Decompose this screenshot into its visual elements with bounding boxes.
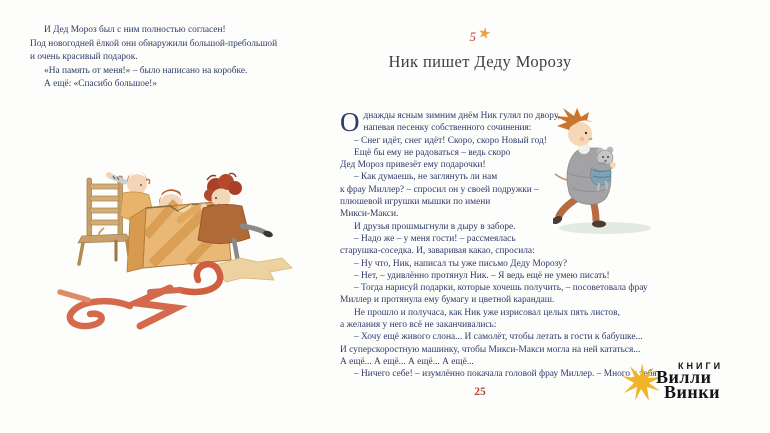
text-line: И Дед Мороз был с ним полностью согласен! [44, 25, 226, 35]
publisher-logo [622, 359, 760, 421]
text-line: к фрау Миллер? – спросил он у своей подружки – [340, 184, 539, 195]
text-line: днажды ясным зимним днём Ник гулял по двору, [363, 111, 560, 121]
drop-cap: О [340, 107, 360, 137]
text-line: напевая песенку собственного сочинения: [363, 123, 532, 134]
text-line: – Ну что, Ник, написал ты уже письмо Деду Морозу? [354, 258, 568, 269]
text-line: Ещё бы ему не радоваться – ведь скоро [354, 147, 511, 158]
kids-opening-box-illustration [30, 140, 330, 350]
logo-name-line1: Вилли [656, 367, 712, 387]
text-line: А ещё... А ещё... А ещё... А ещё... [340, 356, 474, 367]
text-line: А ещё: «Спасибо большое!» [44, 79, 157, 90]
text-line: – Снег идёт, снег идёт! Скоро, скоро Новый год! [354, 135, 547, 146]
text-line: и очень красивый подарок. [30, 52, 138, 63]
text-line: «На память от меня!» – было написано на коробке. [44, 65, 248, 76]
text-line: Дед Мороз привезёт ему подарочки! [340, 160, 486, 171]
chapter-title: Ник пишет Деду Морозу [388, 52, 572, 71]
text-line: – Ничего себе! – изумлённо покачала головой фрау Миллер. – Много у тебя [354, 369, 657, 380]
text-line: Миллер и протянула ему бумагу и цветной карандаш. [340, 295, 555, 306]
left-page-paragraph [30, 24, 322, 92]
chapter-number-text: 5 [469, 29, 477, 44]
text-line: – Тогда нарисуй подарки, которые хочешь получить, – посоветовала фрау [354, 283, 648, 294]
text-line: Под новогодней ёлкой они обнаружили большой-пребольшой [30, 38, 278, 49]
opening-paragraph [340, 107, 660, 137]
text-line: – Хочу ещё живого слона... И самолёт, чтобы летать в гости к бабушке... [354, 332, 643, 343]
text-line: Не прошло и получаса, как Ник уже изрисовал целых пять листов, [354, 307, 620, 318]
text-line: – Как думаешь, не заглянуть ли нам [354, 172, 498, 183]
logo-name [656, 369, 720, 401]
text-line: плюшевой игрушки мышки по имени [340, 197, 491, 208]
text-line: И друзья прошмыгнули в дыру в заборе. [354, 221, 516, 232]
text-line: И суперскоростную машинку, чтобы Микси-Макси могла на ней кататься... [340, 344, 641, 355]
page-number: 25 [474, 386, 486, 398]
chair-drawing [78, 176, 131, 264]
logo-top-label: КНИГИ [678, 361, 724, 371]
chapter-number [340, 24, 620, 46]
text-line: старушка-соседка. И, заваривая какао, спросила: [340, 246, 535, 257]
text-line: Микси-Макси. [340, 209, 399, 220]
chapter-star-icon: ★ [476, 24, 493, 44]
wrapping-paper-drawing [212, 258, 292, 282]
ribbon-drawing [60, 264, 220, 326]
logo-name-line2: Винки [664, 382, 720, 402]
right-page-body [340, 107, 660, 381]
text-line: – Надо же – у меня гости! – рассмеялась [354, 233, 516, 244]
text-line: – Нет, – удивлённо протянул Ник. – Я ведь ещё не умею писать! [354, 270, 610, 281]
text-line: а желания у него всё не заканчивались: [340, 320, 497, 331]
